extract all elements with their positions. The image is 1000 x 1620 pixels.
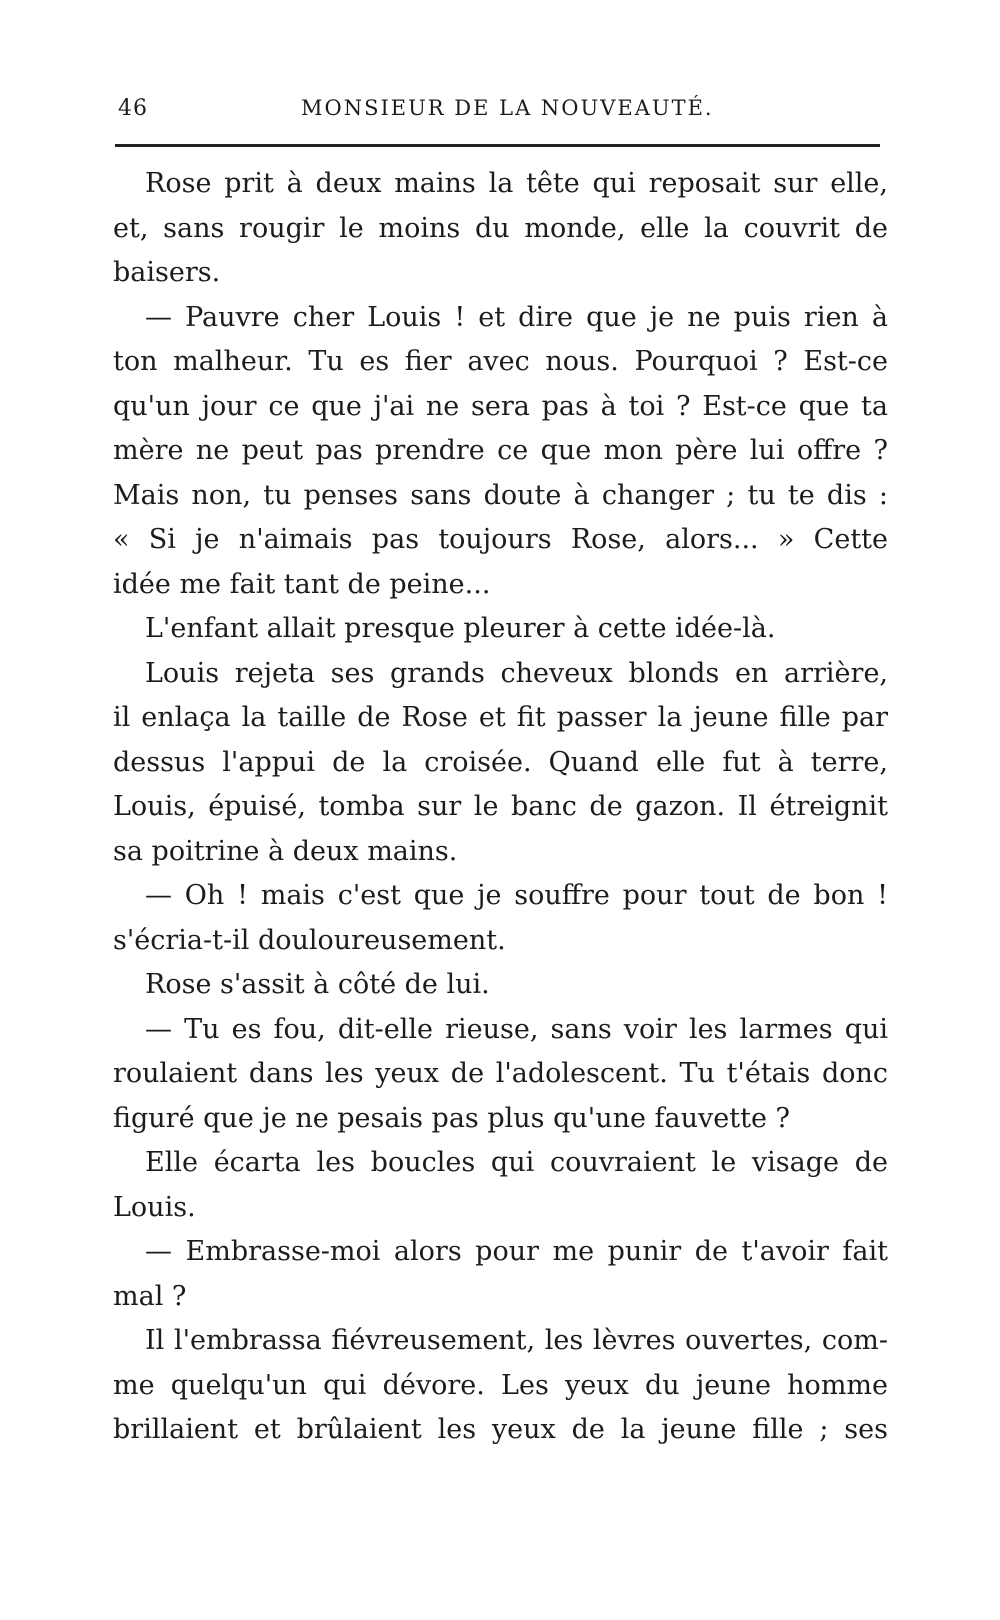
running-title: MONSIEUR DE LA NOUVEAUTÉ. xyxy=(301,96,714,120)
text-line: — Tu es fou, dit-elle rieuse, sans voir les larmes qui xyxy=(145,1013,888,1045)
text-line: me quelqu'un qui dévore. Les yeux du jeune homme xyxy=(113,1369,888,1401)
text-line: il enlaça la taille de Rose et fit passer la jeune fille par xyxy=(113,702,888,733)
text-line: Louis. xyxy=(113,1191,196,1223)
text-line: brillaient et brûlaient les yeux de la jeune fille ; ses xyxy=(113,1414,888,1445)
text-line: s'écria-t-il douloureusement. xyxy=(113,924,506,956)
text-line: qu'un jour ce que j'ai ne sera pas à toi ? Est-ce que ta xyxy=(113,390,888,422)
text-line: et, sans rougir le moins du monde, elle la couvrit de xyxy=(113,212,888,244)
text-line: — Embrasse-moi alors pour me punir de t'avoir fait xyxy=(145,1236,888,1267)
text-line: Elle écarta les boucles qui couvraient le visage de xyxy=(145,1147,888,1178)
text-line: roulaient dans les yeux de l'adolescent. Tu t'étais donc xyxy=(113,1058,888,1089)
body-text xyxy=(113,162,888,1453)
text-line: « Si je n'aimais pas toujours Rose, alors... » Cette xyxy=(113,524,888,555)
text-line: mère ne peut pas prendre ce que mon père lui offre ? xyxy=(113,435,888,466)
page-number: 46 xyxy=(118,96,148,121)
text-line: — Pauvre cher Louis ! et dire que je ne puis rien à xyxy=(145,301,888,333)
text-line: Louis, épuisé, tomba sur le banc de gazon. Il étreignit xyxy=(113,791,888,822)
text-line: — Oh ! mais c'est que je souffre pour tout de bon ! xyxy=(145,880,888,911)
header-rule xyxy=(115,144,880,147)
text-line: mal ? xyxy=(113,1280,187,1312)
text-line: ton malheur. Tu es fier avec nous. Pourquoi ? Est-ce xyxy=(113,346,888,377)
text-line: sa poitrine à deux mains. xyxy=(113,835,458,867)
text-line: Rose s'assit à côté de lui. xyxy=(145,969,490,1000)
text-line: Louis rejeta ses grands cheveux blonds en arrière, xyxy=(145,657,888,689)
text-line: idée me fait tant de peine... xyxy=(113,568,491,600)
text-line: figuré que je ne pesais pas plus qu'une fauvette ? xyxy=(113,1102,791,1134)
text-line: Il l'embrassa fiévreusement, les lèvres ouvertes, com- xyxy=(145,1325,888,1356)
text-line: Rose prit à deux mains la tête qui reposait sur elle, xyxy=(145,168,888,199)
text-line: dessus l'appui de la croisée. Quand elle fut à terre, xyxy=(113,746,888,778)
text-line: Mais non, tu penses sans doute à changer ; tu te dis : xyxy=(113,479,888,511)
text-line: baisers. xyxy=(113,257,221,288)
page-header xyxy=(118,96,888,130)
text-line: L'enfant allait presque pleurer à cette idée-là. xyxy=(145,613,776,644)
